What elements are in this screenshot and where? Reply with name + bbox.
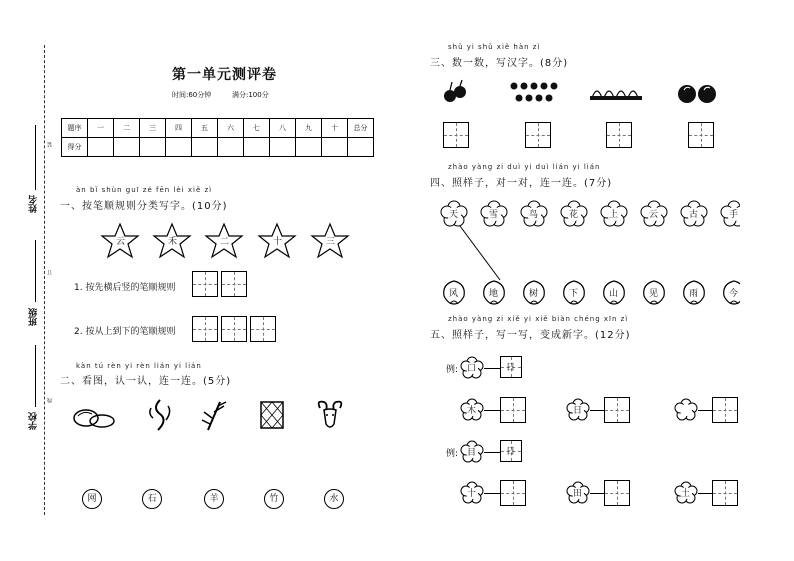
example-connect-line — [450, 224, 510, 284]
writing-box[interactable] — [221, 316, 247, 342]
score-cell: 五 — [192, 119, 218, 138]
connector — [698, 410, 712, 411]
char-circle[interactable]: 羊 — [204, 489, 224, 509]
s4-title: 四、照样子，对一对，连一连。(7分) — [430, 178, 613, 189]
row2-flower-char: 十 — [467, 489, 477, 499]
connector — [484, 493, 500, 494]
answer-box[interactable] — [604, 480, 630, 506]
match-top-char[interactable]: 花 — [569, 210, 579, 220]
score-cell: 二 — [114, 119, 140, 138]
binding-mark-1: 装 — [47, 142, 53, 147]
score-input-cell[interactable] — [348, 138, 374, 157]
star-char-2: 禾 — [168, 237, 178, 247]
school-label: 学校 — [29, 412, 39, 430]
score-cell: 一 — [88, 119, 114, 138]
row2-flower-char: 田 — [573, 489, 583, 499]
score-input-cell[interactable] — [140, 138, 166, 157]
s3-pinyin: shǔ yi shǔ xiě hàn zì — [448, 43, 541, 51]
match-bottom-char[interactable]: 地 — [489, 289, 499, 299]
match-top-char[interactable]: 手 — [729, 210, 739, 220]
name-label: 姓名 — [29, 195, 39, 213]
time-info: 时间:60分钟 — [172, 91, 212, 99]
writing-box[interactable] — [192, 316, 218, 342]
score-table — [61, 118, 374, 157]
s2-title: 二、看图，认一认，连一连。(5分) — [60, 376, 232, 387]
example-label: 例: — [446, 449, 459, 459]
match-bottom-char[interactable]: 风 — [449, 289, 459, 299]
score-input-cell[interactable] — [114, 138, 140, 157]
example-label: 例: — [446, 365, 459, 375]
connector — [484, 410, 500, 411]
char-circle[interactable]: 竹 — [264, 489, 284, 509]
match-bottom-char[interactable]: 下 — [569, 289, 579, 299]
example-answer-char: 日 — [506, 447, 516, 457]
s4-pinyin: zhào yàng zi duì yi duì lián yi lián — [448, 163, 601, 171]
connector — [590, 410, 604, 411]
star-char-4: 十 — [273, 237, 283, 247]
s1-q2: 2. 按从上到下的笔顺规则 — [74, 327, 176, 337]
name-field[interactable] — [35, 125, 36, 190]
score-cell: 十 — [322, 119, 348, 138]
full-score-info: 满分:100分 — [232, 91, 269, 99]
class-label: 班级 — [29, 308, 39, 326]
match-bottom-char[interactable]: 山 — [609, 289, 619, 299]
star-char-1: 云 — [116, 237, 126, 247]
score-cell: 三 — [140, 119, 166, 138]
s5-title: 五、照样子，写一写，变成新字。(12分) — [430, 330, 631, 341]
count-box[interactable] — [606, 122, 632, 148]
binding-mark-3: 线 — [47, 398, 53, 403]
char-circle[interactable]: 水 — [324, 489, 344, 509]
answer-box[interactable] — [500, 397, 526, 423]
count-box[interactable] — [525, 122, 551, 148]
score-cell: 七 — [244, 119, 270, 138]
score-cell: 四 — [166, 119, 192, 138]
score-input-cell[interactable] — [270, 138, 296, 157]
rocks-icon — [72, 402, 116, 428]
match-bottom-char[interactable]: 今 — [729, 289, 739, 299]
s3-title: 三、数一数，写汉字。(8分) — [430, 58, 569, 69]
bamboo-icon — [200, 398, 228, 432]
match-top-char[interactable]: 古 — [689, 210, 699, 220]
match-top-char[interactable]: 天 — [449, 210, 459, 220]
answer-box[interactable] — [500, 480, 526, 506]
connector — [484, 452, 500, 453]
answer-box[interactable] — [712, 397, 738, 423]
score-input-cell[interactable] — [192, 138, 218, 157]
apples-icon — [676, 82, 720, 106]
score-cell: 九 — [296, 119, 322, 138]
connector — [484, 368, 500, 369]
star-char-3: 二 — [220, 237, 230, 247]
example-answer-char: 日 — [506, 363, 516, 373]
match-bottom-char[interactable]: 见 — [649, 289, 659, 299]
score-input-cell[interactable] — [166, 138, 192, 157]
score-input-cell[interactable] — [296, 138, 322, 157]
answer-box[interactable] — [712, 480, 738, 506]
score-input-cell[interactable] — [218, 138, 244, 157]
score-row-label: 得分 — [62, 138, 88, 157]
match-top-char[interactable]: 上 — [609, 210, 619, 220]
page-title: 第一单元测评卷 — [172, 67, 277, 83]
flowers-icon — [508, 80, 564, 106]
net-icon — [258, 399, 286, 431]
score-input-cell[interactable] — [322, 138, 348, 157]
score-cell: 题序 — [62, 119, 88, 138]
writing-box[interactable] — [192, 271, 218, 297]
count-box[interactable] — [443, 122, 469, 148]
match-bottom-char[interactable]: 树 — [529, 289, 539, 299]
count-box[interactable] — [688, 122, 714, 148]
writing-box[interactable] — [221, 271, 247, 297]
score-table-header-row — [62, 119, 374, 138]
score-input-cell[interactable] — [88, 138, 114, 157]
binding-line — [44, 45, 45, 515]
match-top-char[interactable]: 云 — [649, 210, 659, 220]
sheep-icon — [314, 398, 346, 432]
s1-q1: 1. 按先横后竖的笔顺规则 — [74, 283, 176, 293]
score-cell: 六 — [218, 119, 244, 138]
row1-flower-char: 日 — [573, 406, 583, 416]
answer-box[interactable] — [604, 397, 630, 423]
cakes-icon — [590, 82, 646, 102]
writing-box[interactable] — [250, 316, 276, 342]
peaches-icon — [440, 78, 470, 108]
row1-flower-char: 木 — [467, 406, 477, 416]
example-flower-char: 口 — [467, 364, 477, 374]
school-field[interactable] — [35, 345, 36, 407]
score-input-cell[interactable] — [244, 138, 270, 157]
match-bottom-char[interactable]: 雨 — [689, 289, 699, 299]
score-cell: 总分 — [348, 119, 374, 138]
s1-title: 一、按笔顺规则分类写字。(10分) — [60, 201, 228, 212]
match-top-char[interactable]: 鸟 — [529, 210, 539, 220]
s1-pinyin: àn bǐ shùn guī zé fēn lèi xiě zì — [76, 186, 213, 194]
connector — [590, 493, 604, 494]
match-top-char[interactable]: 雪 — [489, 210, 499, 220]
binding-mark-2: 订 — [47, 270, 53, 275]
class-field[interactable] — [35, 240, 36, 302]
s5-pinyin: zhào yàng zi xiě yi xiě biàn chéng xīn zì — [448, 315, 629, 323]
row2-flower-char: 土 — [681, 489, 691, 499]
score-cell: 八 — [270, 119, 296, 138]
connector — [698, 493, 712, 494]
char-circle[interactable]: 网 — [82, 489, 102, 509]
s2-pinyin: kàn tú rèn yi rèn lián yi lián — [76, 362, 202, 370]
char-circle[interactable]: 石 — [142, 489, 162, 509]
example-flower-char: 目 — [467, 448, 477, 458]
score-table-score-row — [62, 138, 374, 157]
star-char-5: 三 — [326, 237, 336, 247]
flower-icon — [674, 398, 698, 422]
water-icon — [146, 398, 174, 432]
